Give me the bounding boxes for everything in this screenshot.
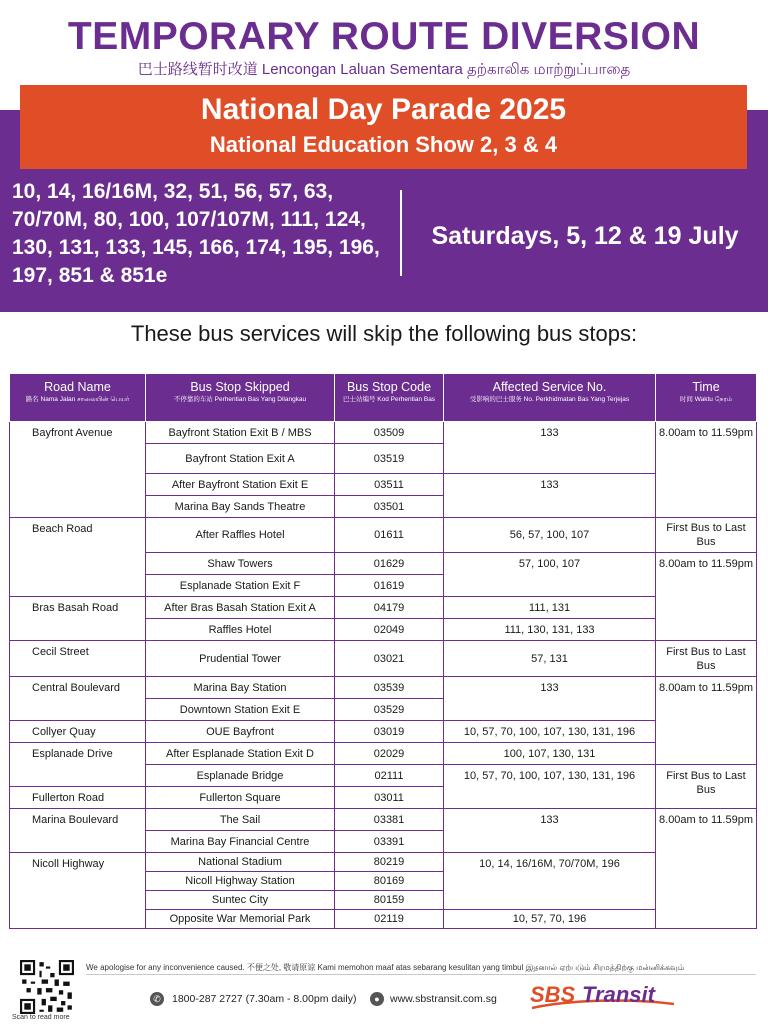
hotline-text: 1800-287 2727 (7.30am - 8.00pm daily) bbox=[172, 993, 357, 1005]
road-cell: Nicoll Highway bbox=[10, 853, 146, 929]
stop-cell: Bayfront Station Exit B / MBS bbox=[146, 422, 335, 444]
event-subtitle: National Education Show 2, 3 & 4 bbox=[209, 132, 558, 157]
code-cell: 03519 bbox=[335, 444, 444, 474]
code-cell: 02111 bbox=[335, 765, 444, 787]
table-row bbox=[10, 809, 757, 831]
table-row bbox=[10, 597, 757, 619]
stop-cell: Marina Bay Financial Centre bbox=[146, 831, 335, 853]
service-cell: 56, 57, 100, 107 bbox=[444, 518, 656, 553]
table-row bbox=[10, 518, 757, 553]
website-link[interactable] bbox=[370, 992, 497, 1006]
road-cell: Bayfront Avenue bbox=[10, 422, 146, 518]
footer-divider bbox=[86, 974, 756, 975]
service-cell: 111, 130, 131, 133 bbox=[444, 619, 656, 641]
stop-cell: Marina Bay Station bbox=[146, 677, 335, 699]
page-title: TEMPORARY ROUTE DIVERSION bbox=[67, 15, 701, 58]
table-row bbox=[10, 853, 757, 872]
code-cell: 03509 bbox=[335, 422, 444, 444]
stop-cell: Raffles Hotel bbox=[146, 619, 335, 641]
time-cell: First Bus to Last Bus bbox=[656, 518, 757, 553]
stop-cell: After Bras Basah Station Exit A bbox=[146, 597, 335, 619]
code-cell: 04179 bbox=[335, 597, 444, 619]
service-cell: 10, 57, 70, 196 bbox=[444, 910, 656, 929]
svg-text:Transit: Transit bbox=[582, 982, 655, 1007]
header-bus-stop-skipped: Bus Stop Skipped 不停靠的车站 Perhentian Bas Yang Dilangkau bbox=[146, 374, 335, 422]
service-cell: 133 bbox=[444, 677, 656, 721]
service-cell: 133 bbox=[444, 809, 656, 853]
table-row bbox=[10, 721, 757, 743]
apology-text: We apologise for any inconvenience caused. 不便之处, 敬请原谅 Kami memohon maaf atas sebarang kesulitan yang timbul இதனால் ஏற்படும் சிரமத்திற்கு மன்னிக்கவும் bbox=[86, 963, 685, 972]
multilingual-subtitle: 巴士路线暂时改道 Lencongan Laluan Sementara தற்காலிக மாற்றுப்பாதை bbox=[137, 61, 631, 78]
time-cell: First Bus to Last Bus bbox=[656, 765, 757, 809]
road-cell: Marina Boulevard bbox=[10, 809, 146, 853]
stop-cell: After Bayfront Station Exit E bbox=[146, 474, 335, 496]
time-cell: 8.00am to 11.59pm bbox=[656, 553, 757, 641]
road-cell: Esplanade Drive bbox=[10, 743, 146, 787]
code-cell: 03021 bbox=[335, 641, 444, 677]
service-cell: 111, 131 bbox=[444, 597, 656, 619]
stop-cell: Esplanade Bridge bbox=[146, 765, 335, 787]
service-cell: 57, 100, 107 bbox=[444, 553, 656, 597]
event-title: National Day Parade 2025 bbox=[200, 93, 567, 126]
service-cell: 10, 14, 16/16M, 70/70M, 196 bbox=[444, 853, 656, 910]
code-cell: 03529 bbox=[335, 699, 444, 721]
website-text: www.sbstransit.com.sg bbox=[390, 993, 497, 1005]
diversion-table bbox=[9, 373, 757, 929]
service-cell: 10, 57, 70, 100, 107, 130, 131, 196 bbox=[444, 765, 656, 809]
service-cell: 10, 57, 70, 100, 107, 130, 131, 196 bbox=[444, 721, 656, 743]
road-cell: Bras Basah Road bbox=[10, 597, 146, 641]
service-cell: 100, 107, 130, 131 bbox=[444, 743, 656, 765]
event-banner bbox=[20, 85, 747, 169]
date-text: Saturdays, 5, 12 & 19 July bbox=[431, 222, 739, 250]
table-row bbox=[10, 677, 757, 699]
time-cell: 8.00am to 11.59pm bbox=[656, 422, 757, 518]
road-cell: Collyer Quay bbox=[10, 721, 146, 743]
code-cell: 03539 bbox=[335, 677, 444, 699]
code-cell: 03019 bbox=[335, 721, 444, 743]
intro-text: These bus services will skip the following bus stops: bbox=[130, 321, 638, 346]
road-cell: Beach Road bbox=[10, 518, 146, 597]
code-cell: 03381 bbox=[335, 809, 444, 831]
service-cell: 133 bbox=[444, 474, 656, 518]
road-cell: Central Boulevard bbox=[10, 677, 146, 721]
table-row bbox=[10, 641, 757, 677]
table-row bbox=[10, 743, 757, 765]
sbs-transit-logo bbox=[528, 978, 676, 1018]
stop-cell: Opposite War Memorial Park bbox=[146, 910, 335, 929]
code-cell: 80159 bbox=[335, 891, 444, 910]
code-cell: 03511 bbox=[335, 474, 444, 496]
code-cell: 01611 bbox=[335, 518, 444, 553]
stop-cell: Prudential Tower bbox=[146, 641, 335, 677]
code-cell: 03501 bbox=[335, 496, 444, 518]
qr-code-icon[interactable] bbox=[20, 960, 74, 1014]
header-affected-service: Affected Service No. 受影响的巴士服务 No. Perkhidmatan Bas Yang Terjejas bbox=[444, 374, 656, 422]
stop-cell: Fullerton Square bbox=[146, 787, 335, 809]
stop-cell: Esplanade Station Exit F bbox=[146, 575, 335, 597]
code-cell: 02029 bbox=[335, 743, 444, 765]
stop-cell: After Esplanade Station Exit D bbox=[146, 743, 335, 765]
stop-cell: After Raffles Hotel bbox=[146, 518, 335, 553]
code-cell: 01629 bbox=[335, 553, 444, 575]
stop-cell: Nicoll Highway Station bbox=[146, 872, 335, 891]
service-cell: 57, 131 bbox=[444, 641, 656, 677]
code-cell: 02049 bbox=[335, 619, 444, 641]
stop-cell: Shaw Towers bbox=[146, 553, 335, 575]
service-cell: 133 bbox=[444, 422, 656, 474]
phone-icon: ✆ bbox=[150, 992, 164, 1006]
service-list: 10, 14, 16/16M, 32, 51, 56, 57, 63, 70/70M, 80, 100, 107/107M, 111, 124, 130, 131, 133, 145, 166, 174, 195, 196, 197, 851 & 851e bbox=[12, 180, 380, 287]
time-cell: First Bus to Last Bus bbox=[656, 641, 757, 677]
table-header-row bbox=[10, 374, 757, 422]
road-cell: Fullerton Road bbox=[10, 787, 146, 809]
stop-cell: National Stadium bbox=[146, 853, 335, 872]
stop-cell: Downtown Station Exit E bbox=[146, 699, 335, 721]
time-cell: 8.00am to 11.59pm bbox=[656, 809, 757, 929]
stop-cell: Marina Bay Sands Theatre bbox=[146, 496, 335, 518]
globe-icon: ● bbox=[370, 992, 384, 1006]
stop-cell: Suntec City bbox=[146, 891, 335, 910]
time-cell: 8.00am to 11.59pm bbox=[656, 677, 757, 765]
stop-cell: OUE Bayfront bbox=[146, 721, 335, 743]
header-road-name: Road Name 路名 Nama Jalan சாலையின் பெயர் bbox=[10, 374, 146, 422]
code-cell: 80169 bbox=[335, 872, 444, 891]
stop-cell: Bayfront Station Exit A bbox=[146, 444, 335, 474]
svg-text:SBS: SBS bbox=[530, 982, 576, 1007]
qr-caption: Scan to read more bbox=[12, 1014, 70, 1021]
code-cell: 01619 bbox=[335, 575, 444, 597]
code-cell: 03011 bbox=[335, 787, 444, 809]
header-time: Time 时间 Waktu நேரம் bbox=[656, 374, 757, 422]
code-cell: 03391 bbox=[335, 831, 444, 853]
code-cell: 80219 bbox=[335, 853, 444, 872]
header-bus-stop-code: Bus Stop Code 巴士站编号 Kod Perhentian Bas bbox=[335, 374, 444, 422]
table-row bbox=[10, 422, 757, 444]
hotline[interactable] bbox=[150, 992, 356, 1006]
stop-cell: The Sail bbox=[146, 809, 335, 831]
code-cell: 02119 bbox=[335, 910, 444, 929]
road-cell: Cecil Street bbox=[10, 641, 146, 677]
